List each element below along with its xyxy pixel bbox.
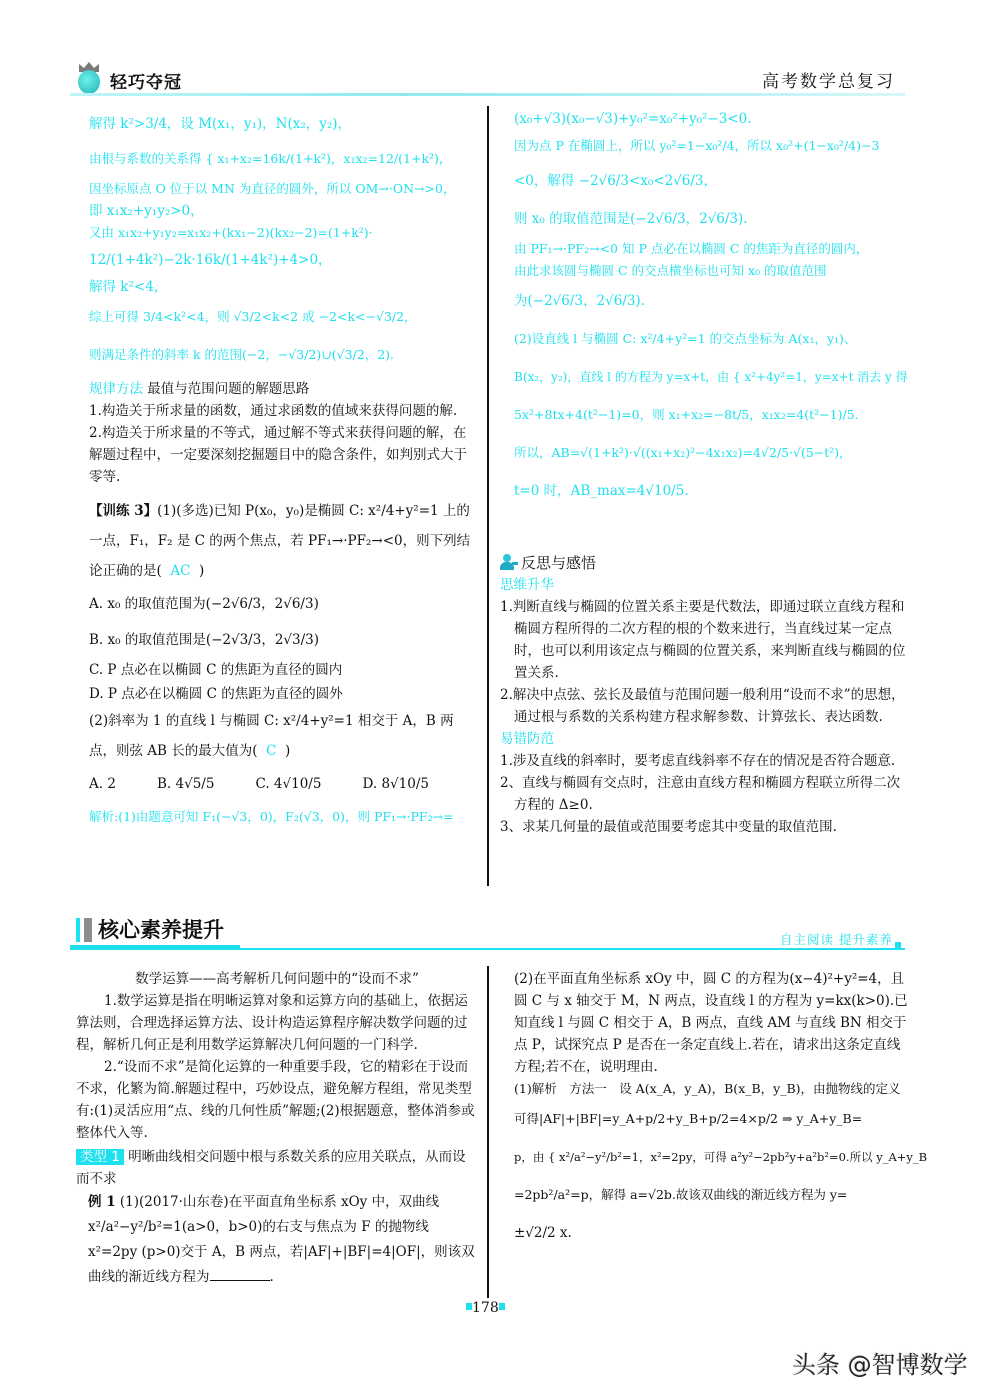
analysis-line: 因为点 P 在椭圆上，所以 y₀²=1−x₀²/4，所以 x₀²+(1−x₀²/4)−3 [514,138,880,153]
analysis-line: (2)设直线 l 与椭圆 C: x²/4+y²=1 的交点坐标为 A(x₁，y₁)、 [514,331,857,346]
exercise-q2-answer: C [266,743,277,759]
solution-line: 即 x₁x₂+y₁y₂>0， [89,203,204,219]
watermark: 头条 @智博数学 [792,1351,968,1379]
lower-right-column [514,968,928,1252]
example-text: (1)(2017·山东卷)在平面直角坐标系 xOy 中，双曲线 x²/a²−y²/b²=1(a>0，b>0)的右支与焦点为 F 的抛物线 x²=2py (p>0)交于 A，B 两点，若|AF|+|BF|=4|OF|，则该双曲线的渐近线方程为 [88,1194,475,1285]
example-1 [76,1190,478,1290]
page-number-text: 178 [472,1300,499,1316]
person-presenting-icon [500,554,518,570]
analysis-line: <0，解得 −2√6/3<x₀<2√6/3， [514,173,717,189]
option-a: A. x₀ 的取值范围为(−2√6/3，2√6/3) [89,596,319,612]
type-title: 明晰曲线相交问题中根与系数关系的应用关联点，从而设而不求 [76,1149,466,1187]
option-c: C. P 点必在以椭圆 C 的焦距为直径的圆内 [89,662,343,678]
sol-line: =2pb²/a²=p，解得 a=√2b.故该双曲线的渐近线方程为 y= [514,1187,848,1202]
solution-line: 因坐标原点 O 位于以 MN 为直径的圆外，所以 OM→·ON→>0， [89,181,456,196]
q2-options [89,766,429,802]
q2-option-c: C. 4√10/5 [255,776,322,792]
series-title: 高考数学总复习 [762,72,895,92]
analysis-line: 所以，AB=√(1+k²)·√((x₁+x₂)²−4x₁x₂)=4√2/5·√(5−t²)， [514,445,852,460]
brand-title: 轻巧夺冠 [110,73,182,93]
crown-logo-icon [76,62,102,94]
solution-line: 解得 k²>3/4，设 M(x₁，y₁)，N(x₂，y₂)， [89,116,352,132]
reflection-title: 反思与感悟 [521,554,597,572]
page-number [466,1300,505,1316]
sol-line: (1)解析 方法一 设 A(x_A，y_A)，B(x_B，y_B)，由抛物线的定义 [514,1081,901,1096]
reflection-heading [500,552,906,574]
pitfall-item: 1.涉及直线的斜率时，要考虑直线斜率不存在的情况是否符合题意. [500,753,896,769]
analysis-start: 解析:(1)由题意可知 F₁(−√3，0)，F₂(√3，0)，则 PF₁→·PF₂→= [89,809,454,824]
example-end: . [269,1269,274,1285]
analysis-line: 为(−2√6/3，2√6/3). [514,293,645,309]
analysis-line: 由此求该圆与椭圆 C 的交点横坐标也可知 x₀ 的取值范围 [514,263,827,278]
option-b: B. x₀ 的取值范围是(−2√3/3，2√3/3) [89,632,320,648]
solution-line: 又由 x₁x₂+y₁y₂=x₁x₂+(kx₁−2)(kx₂−2)=(1+k²)· [89,225,373,240]
sol-line: 可得|AF|+|BF|=y_A+p/2+y_B+p/2=4×p/2 ⇒ y_A+y_B= [514,1111,863,1126]
page-header [70,62,905,96]
section-banner [70,910,905,950]
answer-blank[interactable] [210,1268,270,1281]
method-title: 最值与范围问题的解题思路 [147,381,310,397]
sol-line: p，由 { x²/a²−y²/b²=1，x²=2py，可得 a²y²−2pb²y+a²b²=0.所以 y_A+y_B [514,1150,928,1164]
q2-option-d: D. 8√10/5 [362,776,429,792]
exercise-tag: 【训练 3】 [89,503,158,519]
exercise-q1-answer: AC [170,563,191,579]
right-column [500,108,908,835]
analysis-line: B(x₂，y₂)，直线 l 的方程为 y=x+t，由 { x²+4y²=1，y=x+t 消去 y 得 [514,370,908,384]
analysis-line: 由 PF₁→·PF₂→<0 知 P 点必在以椭圆 C 的焦距为直径的圆内， [514,241,869,256]
column-divider-lower [487,966,489,1298]
section-title: 核心素养提升 [98,917,224,942]
analysis-line: 5x²+8tx+4(t²−1)=0，则 x₁+x₂=−8t/5，x₁x₂=4(t²−1)/5. [514,407,859,422]
sublime-item: 2.解决中点弦、弦长及最值与范围问题一般利用“设而不求”的思想，通过根与系数的关系构建方程求解参数、计算弦长、表达函数. [500,687,905,725]
type-tag: 类型 1 [76,1149,124,1165]
q2-option-b: B. 4√5/5 [157,776,215,792]
type-heading [76,1146,478,1190]
exercise-q1: 【训练 3】(1)(多选)已知 P(x₀，y₀)是椭圆 C: x²/4+y²=1 上的一点，F₁，F₂ 是 C 的两个焦点，若 PF₁→·PF₂→<0，则下列结论正确的是( AC ) [89,503,471,579]
sol-line: ±√2/2 x. [514,1225,572,1241]
page-marker-right [499,1303,505,1310]
pitfall-item: 2、直线与椭圆有交点时，注意由直线方程和椭圆方程联立所得二次方程的 Δ≥0. [500,775,901,813]
sublime-item: 1.判断直线与椭圆的位置关系主要是代数法，即通过联立直线方程和椭圆方程所得的二次方程的根的个数来进行，当直线过某一定点时，也可以利用该定点与椭圆的位置关系，来判断直线与椭圆的位置关系. [500,599,906,681]
analysis-line: (x₀+√3)(x₀−√3)+y₀²=x₀²+y₀²−3<0. [514,111,752,127]
pitfall-item: 3、求某几何量的最值或范围要考虑其中变量的取值范围. [500,819,837,835]
feature-title: 数学运算——高考解析几何问题中的“设而不求” [135,971,419,987]
header-divider [70,93,905,96]
exercise-q2: (2)斜率为 1 的直线 l 与椭圆 C: x²/4+y²=1 相交于 A，B 两点，则弦 AB 长的最大值为( C ) [89,713,454,759]
q2-option-a: A. 2 [89,776,116,792]
pitfall-label: 易错防范 [500,731,554,747]
exercise-3 [89,496,479,832]
left-column [89,108,479,832]
method-item: 1.构造关于所求量的函数，通过求函数的值域来获得问题的解. [89,403,458,419]
solution-line: 综上可得 3/4<k²<4，则 √3/2<k<2 或 −2<k<−√3/2， [89,309,417,324]
exercise-q2-text: (2)斜率为 1 的直线 l 与椭圆 C: x²/4+y²=1 相交于 A，B 两点，则弦 AB 长的最大值为( [89,713,454,759]
solution-line: 由根与系数的关系得 { x₁+x₂=16k/(1+k²)，x₁x₂=12/(1+k²)， [89,151,452,166]
column-divider [487,106,489,886]
banner-block [84,918,92,942]
section-subtitle: 自主阅读 提升素养 [780,932,893,947]
option-d: D. P 点必在以椭圆 C 的焦距为直径的圆外 [89,686,343,702]
solution-line: 12/(1+4k²)−2k·16k/(1+4k²)+4>0， [89,252,332,268]
banner-accent [76,918,80,942]
example-q2: (2)在平面直角坐标系 xOy 中，圆 C 的方程为(x−4)²+y²=4，且圆 C 与 x 轴交于 M，N 两点，设直线 l 的方程为 y=kx(k>0).已知直线 l 与圆 C 相交于 A，B 两点，直线 AM 与直线 BN 相交于点 P，试探究点 P 是否在一条定直线上.若在，请求出这条定直线方程;若不在，说明理由. [514,971,908,1075]
solution-continued [89,108,479,374]
reflection-box [500,552,906,838]
feature-para: 2.“设而不求”是简化运算的一种重要手段，它的精彩在于设而不求，化繁为简.解题过程中，巧妙设点，避免解方程组，常见类型有:(1)灵活应用“点、线的几何性质”解题;(2)根据题意，整体消参或整体代入等. [76,1059,475,1141]
sublime-label: 思维升华 [500,577,554,593]
analysis-line: 则 x₀ 的取值范围是(−2√6/3，2√6/3). [514,211,748,227]
lower-left-column [76,968,478,1290]
method-heading [89,378,479,400]
feature-para: 1.数学运算是指在明晰运算对象和运算方向的基础上，依据运算法则，合理选择运算方法、设计构造运算程序解决数学问题的过程，解析几何正是利用数学运算解决几何问题的一门科学. [76,993,468,1053]
analysis-continued [514,108,906,510]
method-label: 规律方法 [89,381,143,397]
example-label: 例 1 [88,1194,116,1210]
banner-underline [70,948,905,950]
method-box [89,378,479,488]
solution-line: 解得 k²<4， [89,279,168,295]
banner-end-marker [895,942,901,950]
analysis-line: t=0 时，AB_max=4√10/5. [514,483,689,499]
solution-line: 则满足条件的斜率 k 的范围(−2，−√3/2)∪(√3/2，2). [89,347,394,362]
method-item: 2.构造关于所求量的不等式，通过解不等式来获得问题的解，在解题过程中，一定要深刻挖掘题目中的隐含条件，如判别式大于零等. [89,425,467,485]
exercise-q1-text: (1)(多选)已知 P(x₀，y₀)是椭圆 C: x²/4+y²=1 上的一点，F₁，F₂ 是 C 的两个焦点，若 PF₁→·PF₂→<0，则下列结论正确的是( [89,503,471,579]
